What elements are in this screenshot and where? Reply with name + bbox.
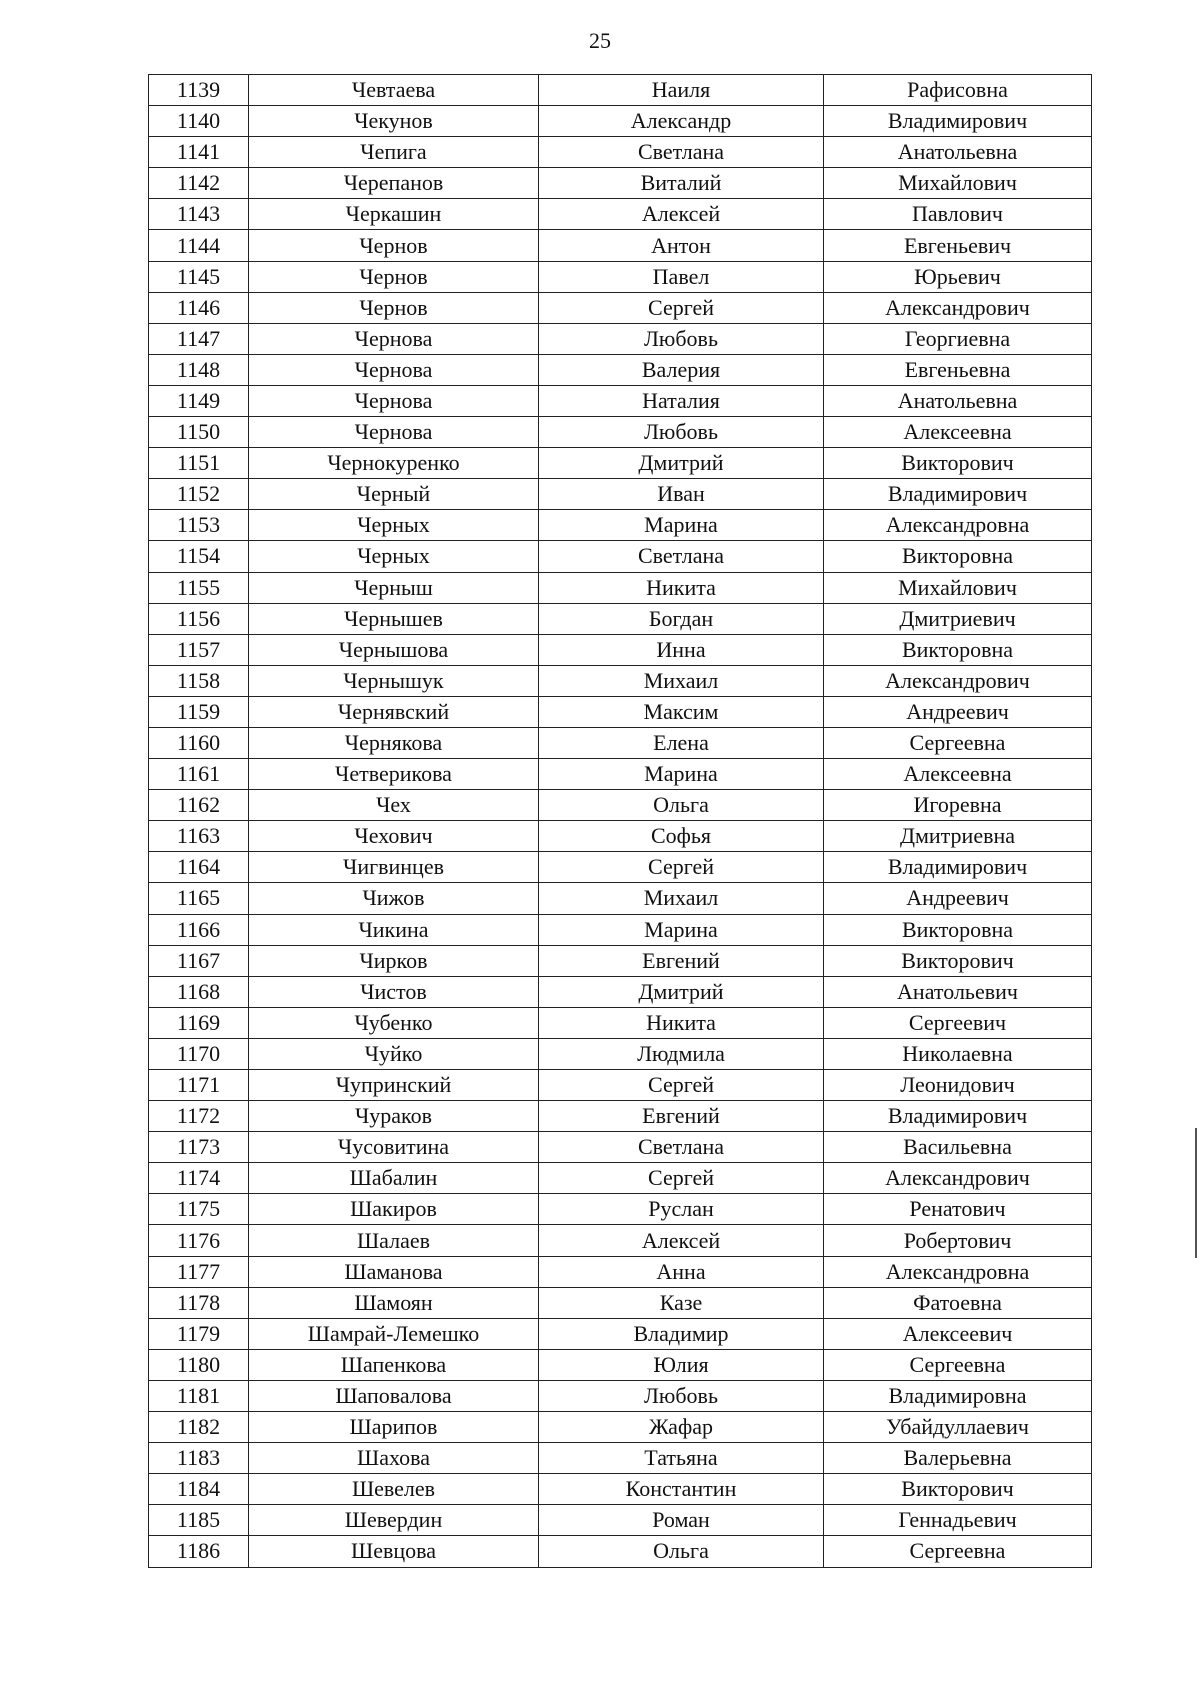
surname-cell: Чехович <box>249 821 539 852</box>
table-row <box>149 510 1092 541</box>
first-name-cell: Евгений <box>539 1101 824 1132</box>
row-number-cell: 1175 <box>149 1194 249 1225</box>
surname-cell: Шевердин <box>249 1505 539 1536</box>
table-row <box>149 945 1092 976</box>
surname-cell: Чернышова <box>249 634 539 665</box>
table-row <box>149 976 1092 1007</box>
row-number-cell: 1163 <box>149 821 249 852</box>
table-row <box>149 199 1092 230</box>
row-number-cell: 1181 <box>149 1380 249 1411</box>
first-name-cell: Сергей <box>539 292 824 323</box>
first-name-cell: Алексей <box>539 199 824 230</box>
surname-cell: Чубенко <box>249 1007 539 1038</box>
patronymic-cell: Викторовна <box>824 914 1092 945</box>
first-name-cell: Ольга <box>539 790 824 821</box>
table-row <box>149 292 1092 323</box>
row-number-cell: 1169 <box>149 1007 249 1038</box>
row-number-cell: 1165 <box>149 883 249 914</box>
row-number-cell: 1176 <box>149 1225 249 1256</box>
patronymic-cell: Леонидович <box>824 1070 1092 1101</box>
surname-cell: Чернова <box>249 385 539 416</box>
first-name-cell: Любовь <box>539 1380 824 1411</box>
patronymic-cell: Сергеевич <box>824 1007 1092 1038</box>
surname-cell: Шапенкова <box>249 1349 539 1380</box>
patronymic-cell: Владимирович <box>824 106 1092 137</box>
row-number-cell: 1174 <box>149 1163 249 1194</box>
patronymic-cell: Владимирович <box>824 852 1092 883</box>
first-name-cell: Наталия <box>539 385 824 416</box>
patronymic-cell: Андреевич <box>824 883 1092 914</box>
table-row <box>149 323 1092 354</box>
row-number-cell: 1172 <box>149 1101 249 1132</box>
surname-cell: Чекунов <box>249 106 539 137</box>
first-name-cell: Максим <box>539 696 824 727</box>
surname-cell: Черныш <box>249 572 539 603</box>
surname-cell: Шакиров <box>249 1194 539 1225</box>
row-number-cell: 1185 <box>149 1505 249 1536</box>
patronymic-cell: Владимирович <box>824 1101 1092 1132</box>
first-name-cell: Павел <box>539 261 824 292</box>
table-row <box>149 821 1092 852</box>
first-name-cell: Алексей <box>539 1225 824 1256</box>
first-name-cell: Марина <box>539 759 824 790</box>
patronymic-cell: Игоревна <box>824 790 1092 821</box>
row-number-cell: 1186 <box>149 1536 249 1567</box>
first-name-cell: Софья <box>539 821 824 852</box>
first-name-cell: Валерия <box>539 354 824 385</box>
row-number-cell: 1154 <box>149 541 249 572</box>
table-row <box>149 914 1092 945</box>
table-row <box>149 1070 1092 1101</box>
surname-cell: Шевцова <box>249 1536 539 1567</box>
patronymic-cell: Валерьевна <box>824 1443 1092 1474</box>
table-row <box>149 168 1092 199</box>
first-name-cell: Людмила <box>539 1038 824 1069</box>
patronymic-cell: Владимировна <box>824 1380 1092 1411</box>
row-number-cell: 1140 <box>149 106 249 137</box>
surname-cell: Чусовитина <box>249 1132 539 1163</box>
table-row <box>149 1349 1092 1380</box>
table-row <box>149 479 1092 510</box>
row-number-cell: 1152 <box>149 479 249 510</box>
surname-cell: Шахова <box>249 1443 539 1474</box>
row-number-cell: 1184 <box>149 1474 249 1505</box>
row-number-cell: 1160 <box>149 727 249 758</box>
scan-margin-mark <box>1195 1128 1197 1258</box>
table-row <box>149 572 1092 603</box>
table-row <box>149 1505 1092 1536</box>
patronymic-cell: Сергеевна <box>824 1349 1092 1380</box>
row-number-cell: 1153 <box>149 510 249 541</box>
surname-cell: Черных <box>249 510 539 541</box>
first-name-cell: Дмитрий <box>539 448 824 479</box>
table-row <box>149 385 1092 416</box>
patronymic-cell: Робертович <box>824 1225 1092 1256</box>
patronymic-cell: Алексеевич <box>824 1318 1092 1349</box>
row-number-cell: 1139 <box>149 75 249 106</box>
table-row <box>149 106 1092 137</box>
patronymic-cell: Владимирович <box>824 479 1092 510</box>
table-row <box>149 75 1092 106</box>
table-row <box>149 1380 1092 1411</box>
row-number-cell: 1162 <box>149 790 249 821</box>
patronymic-cell: Павлович <box>824 199 1092 230</box>
first-name-cell: Анна <box>539 1256 824 1287</box>
table-row <box>149 541 1092 572</box>
table-row <box>149 603 1092 634</box>
row-number-cell: 1171 <box>149 1070 249 1101</box>
patronymic-cell: Михайлович <box>824 572 1092 603</box>
first-name-cell: Никита <box>539 572 824 603</box>
row-number-cell: 1182 <box>149 1412 249 1443</box>
first-name-cell: Иван <box>539 479 824 510</box>
surname-cell: Черепанов <box>249 168 539 199</box>
table-row <box>149 1038 1092 1069</box>
patronymic-cell: Васильевна <box>824 1132 1092 1163</box>
row-number-cell: 1167 <box>149 945 249 976</box>
table-row <box>149 261 1092 292</box>
first-name-cell: Сергей <box>539 852 824 883</box>
first-name-cell: Богдан <box>539 603 824 634</box>
patronymic-cell: Викторович <box>824 945 1092 976</box>
first-name-cell: Жафар <box>539 1412 824 1443</box>
patronymic-cell: Викторович <box>824 448 1092 479</box>
table-row <box>149 354 1092 385</box>
surname-cell: Чернышев <box>249 603 539 634</box>
patronymic-cell: Сергеевна <box>824 1536 1092 1567</box>
first-name-cell: Владимир <box>539 1318 824 1349</box>
row-number-cell: 1147 <box>149 323 249 354</box>
surname-cell: Чистов <box>249 976 539 1007</box>
surname-cell: Чураков <box>249 1101 539 1132</box>
table-row <box>149 417 1092 448</box>
row-number-cell: 1170 <box>149 1038 249 1069</box>
table-row <box>149 1474 1092 1505</box>
patronymic-cell: Евгеньевич <box>824 230 1092 261</box>
row-number-cell: 1158 <box>149 665 249 696</box>
table-row <box>149 1287 1092 1318</box>
table-row <box>149 137 1092 168</box>
table-row <box>149 1536 1092 1567</box>
row-number-cell: 1155 <box>149 572 249 603</box>
row-number-cell: 1144 <box>149 230 249 261</box>
first-name-cell: Виталий <box>539 168 824 199</box>
first-name-cell: Светлана <box>539 1132 824 1163</box>
patronymic-cell: Геннадьевич <box>824 1505 1092 1536</box>
patronymic-cell: Михайлович <box>824 168 1092 199</box>
patronymic-cell: Убайдуллаевич <box>824 1412 1092 1443</box>
surname-cell: Шевелев <box>249 1474 539 1505</box>
first-name-cell: Любовь <box>539 323 824 354</box>
table-row <box>149 759 1092 790</box>
patronymic-cell: Александровна <box>824 510 1092 541</box>
roster-body <box>149 75 1092 1568</box>
row-number-cell: 1145 <box>149 261 249 292</box>
row-number-cell: 1161 <box>149 759 249 790</box>
table-row <box>149 634 1092 665</box>
row-number-cell: 1146 <box>149 292 249 323</box>
table-row <box>149 1163 1092 1194</box>
table-row <box>149 1101 1092 1132</box>
first-name-cell: Евгений <box>539 945 824 976</box>
patronymic-cell: Андреевич <box>824 696 1092 727</box>
first-name-cell: Светлана <box>539 137 824 168</box>
patronymic-cell: Дмитриевич <box>824 603 1092 634</box>
surname-cell: Чернов <box>249 292 539 323</box>
row-number-cell: 1173 <box>149 1132 249 1163</box>
first-name-cell: Антон <box>539 230 824 261</box>
row-number-cell: 1156 <box>149 603 249 634</box>
surname-cell: Шамрай-Лемешко <box>249 1318 539 1349</box>
surname-cell: Черных <box>249 541 539 572</box>
patronymic-cell: Александровна <box>824 1256 1092 1287</box>
patronymic-cell: Александрович <box>824 665 1092 696</box>
table-row <box>149 1225 1092 1256</box>
first-name-cell: Наиля <box>539 75 824 106</box>
surname-cell: Чернокуренко <box>249 448 539 479</box>
row-number-cell: 1141 <box>149 137 249 168</box>
surname-cell: Чикина <box>249 914 539 945</box>
first-name-cell: Никита <box>539 1007 824 1038</box>
row-number-cell: 1148 <box>149 354 249 385</box>
row-number-cell: 1143 <box>149 199 249 230</box>
row-number-cell: 1168 <box>149 976 249 1007</box>
first-name-cell: Елена <box>539 727 824 758</box>
patronymic-cell: Анатольевна <box>824 137 1092 168</box>
surname-cell: Чевтаева <box>249 75 539 106</box>
first-name-cell: Казе <box>539 1287 824 1318</box>
surname-cell: Шаманова <box>249 1256 539 1287</box>
surname-cell: Четверикова <box>249 759 539 790</box>
first-name-cell: Юлия <box>539 1349 824 1380</box>
first-name-cell: Михаил <box>539 883 824 914</box>
first-name-cell: Руслан <box>539 1194 824 1225</box>
row-number-cell: 1151 <box>149 448 249 479</box>
patronymic-cell: Евгеньевна <box>824 354 1092 385</box>
surname-cell: Чернякова <box>249 727 539 758</box>
first-name-cell: Марина <box>539 510 824 541</box>
surname-cell: Шаповалова <box>249 1380 539 1411</box>
patronymic-cell: Алексеевна <box>824 759 1092 790</box>
first-name-cell: Любовь <box>539 417 824 448</box>
patronymic-cell: Юрьевич <box>824 261 1092 292</box>
table-row <box>149 1318 1092 1349</box>
table-row <box>149 1412 1092 1443</box>
page-number: 25 <box>589 28 611 53</box>
first-name-cell: Марина <box>539 914 824 945</box>
patronymic-cell: Ренатович <box>824 1194 1092 1225</box>
table-row <box>149 1194 1092 1225</box>
surname-cell: Чирков <box>249 945 539 976</box>
row-number-cell: 1180 <box>149 1349 249 1380</box>
patronymic-cell: Николаевна <box>824 1038 1092 1069</box>
row-number-cell: 1159 <box>149 696 249 727</box>
table-row <box>149 1007 1092 1038</box>
row-number-cell: 1183 <box>149 1443 249 1474</box>
first-name-cell: Александр <box>539 106 824 137</box>
surname-cell: Чижов <box>249 883 539 914</box>
surname-cell: Чернов <box>249 230 539 261</box>
row-number-cell: 1166 <box>149 914 249 945</box>
row-number-cell: 1178 <box>149 1287 249 1318</box>
patronymic-cell: Викторовна <box>824 541 1092 572</box>
patronymic-cell: Рафисовна <box>824 75 1092 106</box>
surname-cell: Чернова <box>249 417 539 448</box>
surname-cell: Чернявский <box>249 696 539 727</box>
first-name-cell: Михаил <box>539 665 824 696</box>
patronymic-cell: Александрович <box>824 1163 1092 1194</box>
patronymic-cell: Фатоевна <box>824 1287 1092 1318</box>
patronymic-cell: Георгиевна <box>824 323 1092 354</box>
roster-table <box>148 74 1092 1568</box>
surname-cell: Чернова <box>249 354 539 385</box>
table-row <box>149 230 1092 261</box>
first-name-cell: Роман <box>539 1505 824 1536</box>
first-name-cell: Сергей <box>539 1070 824 1101</box>
first-name-cell: Константин <box>539 1474 824 1505</box>
surname-cell: Черкашин <box>249 199 539 230</box>
first-name-cell: Инна <box>539 634 824 665</box>
surname-cell: Чернова <box>249 323 539 354</box>
row-number-cell: 1164 <box>149 852 249 883</box>
table-row <box>149 696 1092 727</box>
first-name-cell: Дмитрий <box>539 976 824 1007</box>
first-name-cell: Сергей <box>539 1163 824 1194</box>
row-number-cell: 1177 <box>149 1256 249 1287</box>
surname-cell: Шамоян <box>249 1287 539 1318</box>
surname-cell: Чернов <box>249 261 539 292</box>
surname-cell: Шарипов <box>249 1412 539 1443</box>
row-number-cell: 1150 <box>149 417 249 448</box>
first-name-cell: Ольга <box>539 1536 824 1567</box>
surname-cell: Чех <box>249 790 539 821</box>
surname-cell: Шалаев <box>249 1225 539 1256</box>
surname-cell: Чернышук <box>249 665 539 696</box>
surname-cell: Чепига <box>249 137 539 168</box>
patronymic-cell: Сергеевна <box>824 727 1092 758</box>
patronymic-cell: Викторович <box>824 1474 1092 1505</box>
surname-cell: Черный <box>249 479 539 510</box>
row-number-cell: 1142 <box>149 168 249 199</box>
first-name-cell: Татьяна <box>539 1443 824 1474</box>
row-number-cell: 1179 <box>149 1318 249 1349</box>
table-row <box>149 448 1092 479</box>
surname-cell: Чигвинцев <box>249 852 539 883</box>
table-row <box>149 1443 1092 1474</box>
table-row <box>149 1132 1092 1163</box>
patronymic-cell: Анатольевич <box>824 976 1092 1007</box>
patronymic-cell: Александрович <box>824 292 1092 323</box>
table-row <box>149 852 1092 883</box>
table-row <box>149 883 1092 914</box>
patronymic-cell: Дмитриевна <box>824 821 1092 852</box>
table-row <box>149 727 1092 758</box>
first-name-cell: Светлана <box>539 541 824 572</box>
surname-cell: Чупринский <box>249 1070 539 1101</box>
surname-cell: Чуйко <box>249 1038 539 1069</box>
patronymic-cell: Алексеевна <box>824 417 1092 448</box>
table-row <box>149 1256 1092 1287</box>
surname-cell: Шабалин <box>249 1163 539 1194</box>
table-row <box>149 665 1092 696</box>
patronymic-cell: Викторовна <box>824 634 1092 665</box>
table-row <box>149 790 1092 821</box>
row-number-cell: 1149 <box>149 385 249 416</box>
row-number-cell: 1157 <box>149 634 249 665</box>
patronymic-cell: Анатольевна <box>824 385 1092 416</box>
